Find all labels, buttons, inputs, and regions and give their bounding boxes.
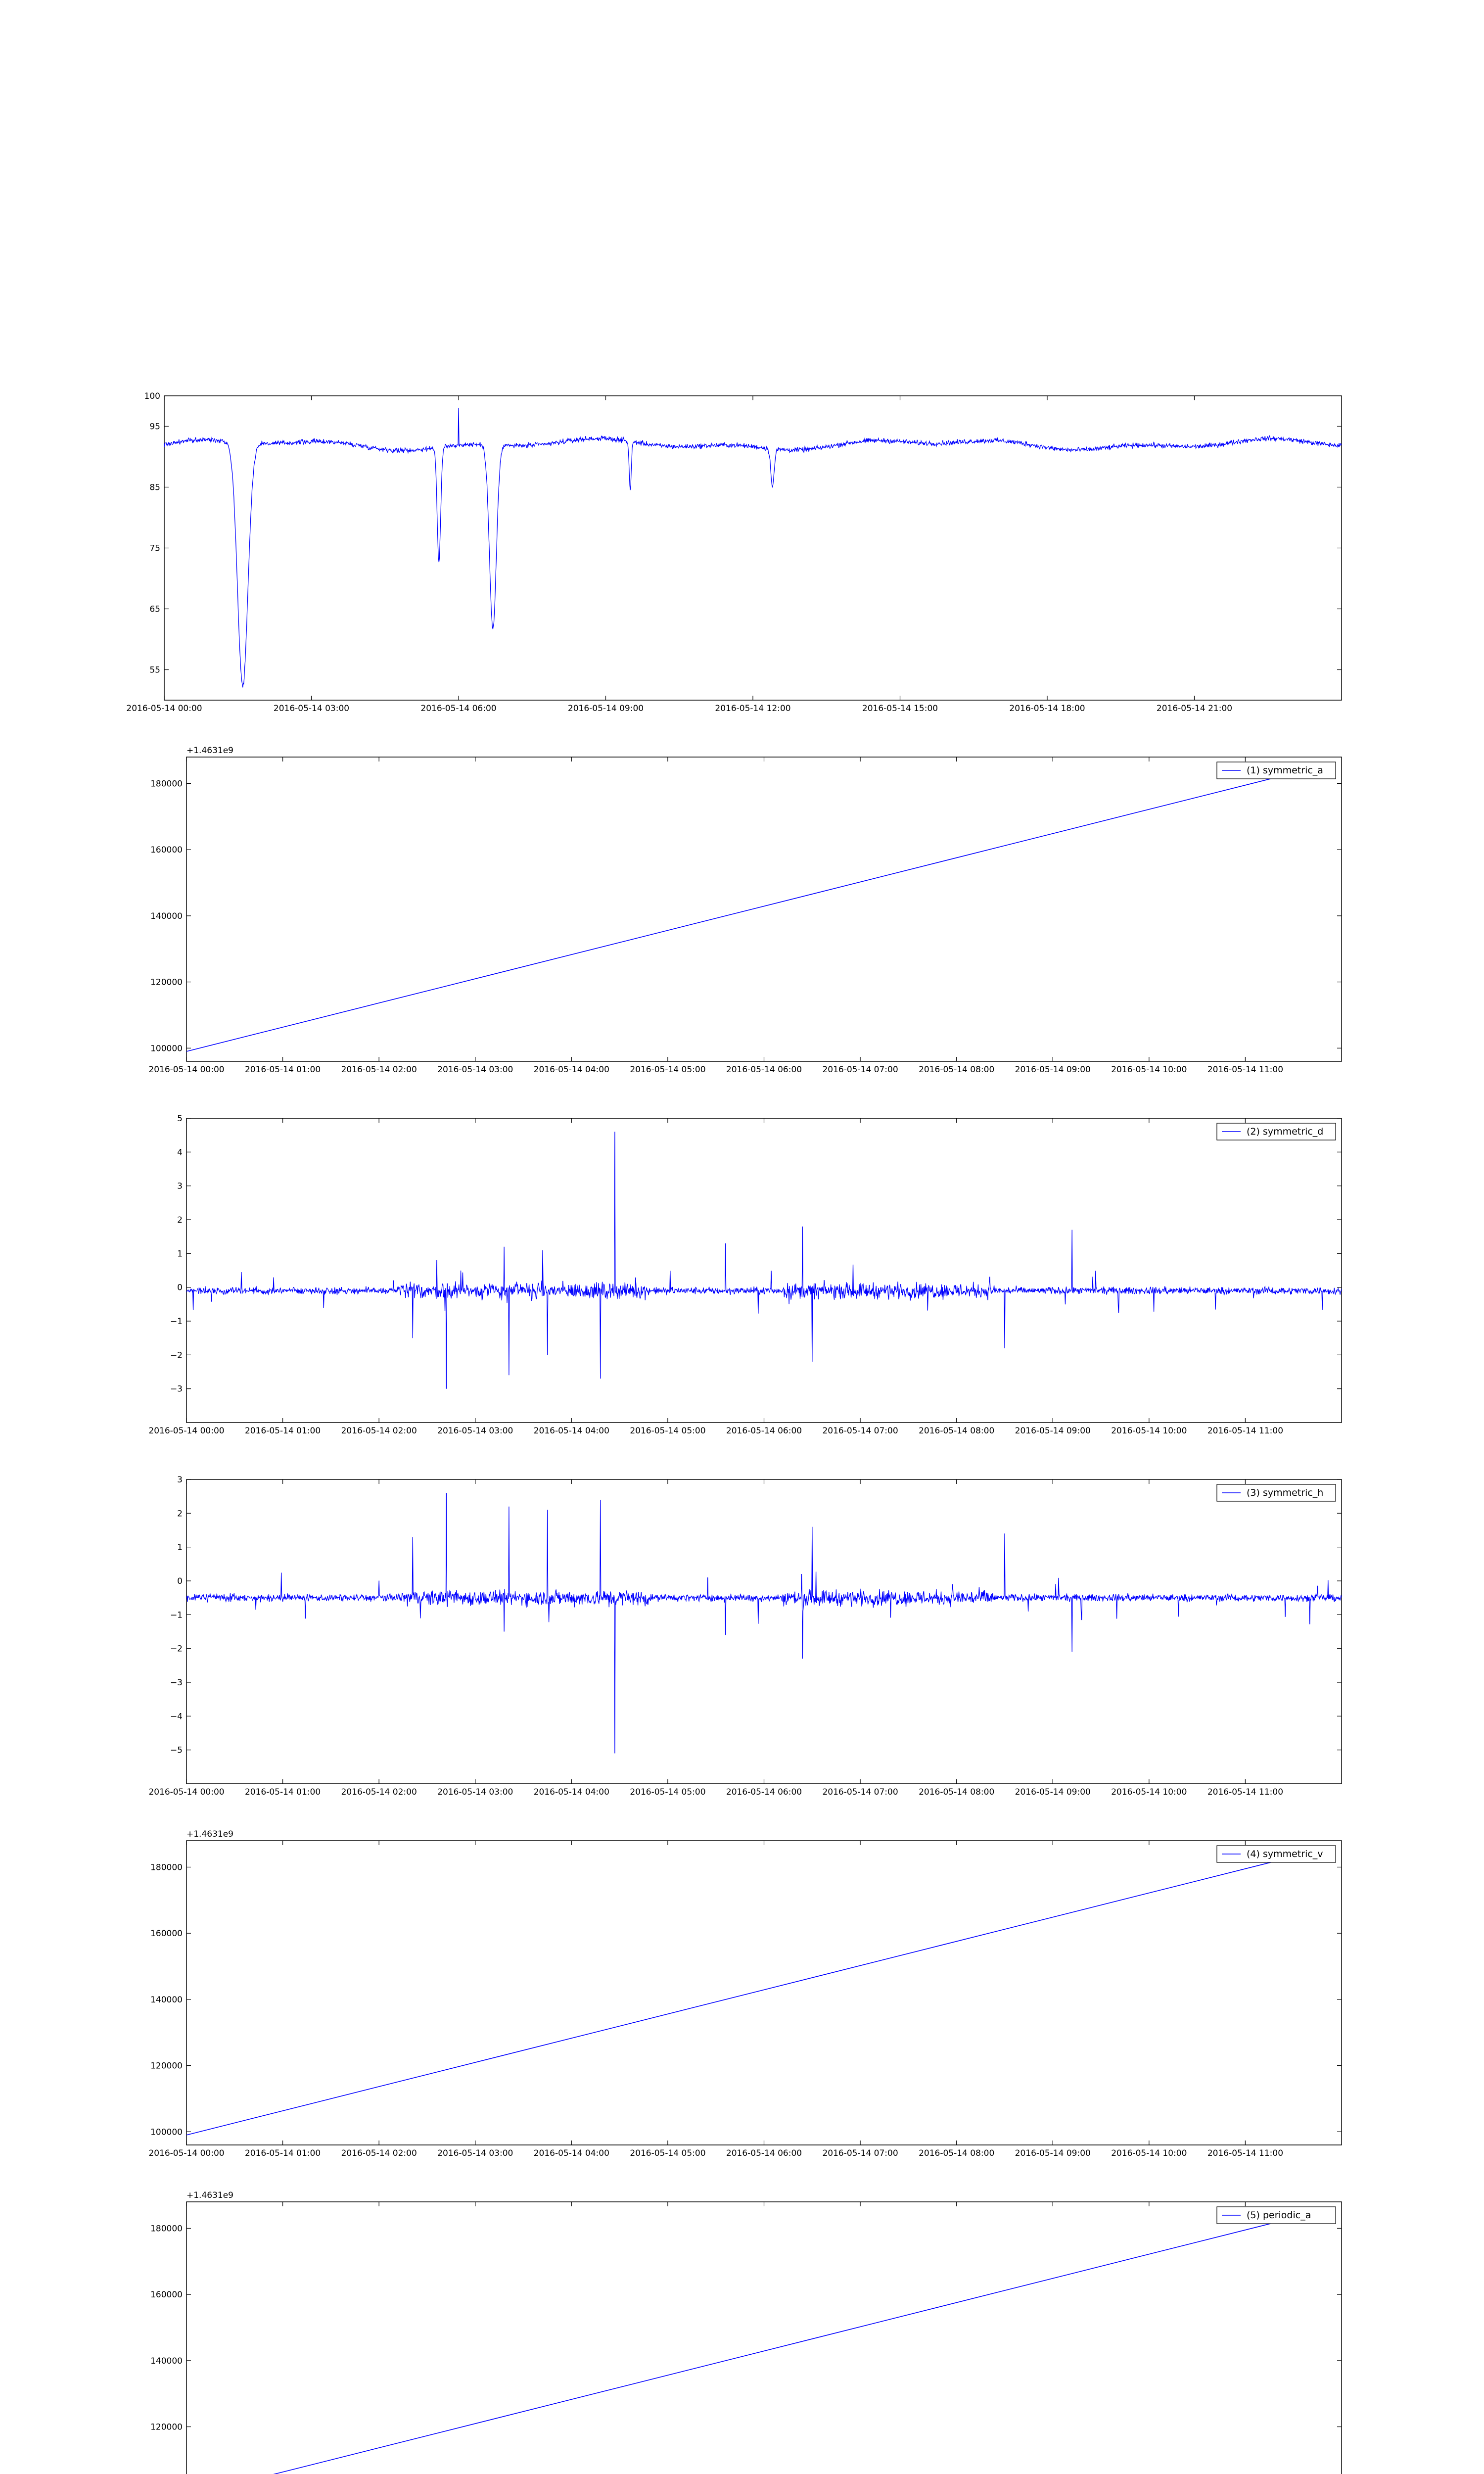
- chart-symmetric_h: [148, 1475, 1342, 1797]
- offset-text: +1.4631e9: [186, 746, 234, 756]
- x-tick-label: 2016-05-14 00:00: [126, 704, 202, 714]
- x-tick-label: 2016-05-14 06:00: [726, 1787, 802, 1797]
- axes-frame: [186, 757, 1342, 1061]
- x-tick-label: 2016-05-14 02:00: [341, 1426, 417, 1436]
- x-tick-label: 2016-05-14 02:00: [341, 1065, 417, 1075]
- x-tick-label: 2016-05-14 11:00: [1207, 1065, 1284, 1075]
- x-tick-label: 2016-05-14 04:00: [533, 1065, 609, 1075]
- y-tick-label: 1: [177, 1542, 183, 1553]
- series-line: [164, 408, 1342, 688]
- chart-raw: [126, 391, 1342, 714]
- y-tick-label: −3: [170, 1384, 183, 1394]
- y-tick-label: 55: [149, 665, 160, 675]
- x-tick-label: 2016-05-14 03:00: [437, 2148, 513, 2158]
- x-tick-label: 2016-05-14 11:00: [1207, 1426, 1284, 1436]
- x-tick-label: 2016-05-14 02:00: [341, 2148, 417, 2158]
- x-tick-label: 2016-05-14 08:00: [919, 1426, 995, 1436]
- y-tick-label: 160000: [150, 2290, 183, 2300]
- x-tick-label: 2016-05-14 10:00: [1111, 1065, 1187, 1075]
- y-tick-label: 0: [177, 1283, 183, 1293]
- y-tick-label: −2: [170, 1644, 183, 1654]
- y-tick-label: −1: [170, 1317, 183, 1327]
- x-tick-label: 2016-05-14 06:00: [726, 2148, 802, 2158]
- offset-text: +1.4631e9: [186, 1829, 234, 1839]
- y-tick-label: 100000: [150, 2127, 183, 2138]
- y-tick-label: 5: [177, 1114, 183, 1124]
- series-line: [186, 2212, 1317, 2474]
- x-tick-label: 2016-05-14 03:00: [437, 1065, 513, 1075]
- y-tick-label: 140000: [150, 2356, 183, 2366]
- x-tick-label: 2016-05-14 04:00: [533, 1426, 609, 1436]
- x-tick-label: 2016-05-14 01:00: [244, 2148, 321, 2158]
- x-tick-label: 2016-05-14 08:00: [919, 1065, 995, 1075]
- axes-frame: [164, 396, 1342, 700]
- y-tick-label: 95: [149, 422, 160, 432]
- y-tick-label: 120000: [150, 2061, 183, 2071]
- x-tick-label: 2016-05-14 10:00: [1111, 2148, 1187, 2158]
- y-tick-label: 75: [149, 543, 160, 554]
- legend-label: (4) symmetric_v: [1247, 1849, 1323, 1859]
- x-tick-label: 2016-05-14 06:00: [726, 1426, 802, 1436]
- x-tick-label: 2016-05-14 02:00: [341, 1787, 417, 1797]
- legend-label: (1) symmetric_a: [1247, 765, 1323, 776]
- x-tick-label: 2016-05-14 09:00: [1015, 1065, 1091, 1075]
- x-tick-label: 2016-05-14 03:00: [437, 1787, 513, 1797]
- x-tick-label: 2016-05-14 03:00: [273, 704, 350, 714]
- x-tick-label: 2016-05-14 10:00: [1111, 1787, 1187, 1797]
- x-tick-label: 2016-05-14 07:00: [822, 1426, 898, 1436]
- x-tick-label: 2016-05-14 15:00: [862, 704, 938, 714]
- x-tick-label: 2016-05-14 04:00: [533, 2148, 609, 2158]
- y-tick-label: 1: [177, 1249, 183, 1259]
- y-tick-label: −2: [170, 1350, 183, 1361]
- y-tick-label: 180000: [150, 2224, 183, 2234]
- x-tick-label: 2016-05-14 09:00: [1015, 1787, 1091, 1797]
- y-tick-label: −3: [170, 1678, 183, 1688]
- offset-text: +1.4631e9: [186, 2190, 234, 2200]
- y-tick-label: 3: [177, 1475, 183, 1485]
- x-tick-label: 2016-05-14 00:00: [148, 2148, 225, 2158]
- x-tick-label: 2016-05-14 00:00: [148, 1065, 225, 1075]
- axes-frame: [186, 1841, 1342, 2145]
- x-tick-label: 2016-05-14 00:00: [148, 1426, 225, 1436]
- y-tick-label: 120000: [150, 2422, 183, 2432]
- x-tick-label: 2016-05-14 01:00: [244, 1787, 321, 1797]
- legend-label: (5) periodic_a: [1247, 2210, 1311, 2221]
- y-tick-label: 2: [177, 1509, 183, 1519]
- x-tick-label: 2016-05-14 11:00: [1207, 1787, 1284, 1797]
- y-tick-label: 3: [177, 1181, 183, 1191]
- legend-label: (2) symmetric_d: [1247, 1126, 1324, 1137]
- x-tick-label: 2016-05-14 07:00: [822, 1065, 898, 1075]
- legend-label: (3) symmetric_h: [1247, 1487, 1324, 1498]
- y-tick-label: 0: [177, 1576, 183, 1586]
- chart-symmetric_v: [148, 1829, 1342, 2158]
- y-tick-label: 140000: [150, 911, 183, 921]
- series-line: [186, 1851, 1317, 2135]
- y-tick-label: −1: [170, 1610, 183, 1620]
- x-tick-label: 2016-05-14 12:00: [715, 704, 791, 714]
- y-tick-label: 140000: [150, 1995, 183, 2005]
- chart-periodic_a: [148, 2190, 1342, 2474]
- y-tick-label: 160000: [150, 845, 183, 856]
- x-tick-label: 2016-05-14 06:00: [726, 1065, 802, 1075]
- y-tick-label: 2: [177, 1215, 183, 1225]
- y-tick-label: −5: [170, 1745, 183, 1756]
- x-tick-label: 2016-05-14 04:00: [533, 1787, 609, 1797]
- y-tick-label: 160000: [150, 1929, 183, 1939]
- x-tick-label: 2016-05-14 05:00: [630, 2148, 706, 2158]
- x-tick-label: 2016-05-14 07:00: [822, 1787, 898, 1797]
- x-tick-label: 2016-05-14 21:00: [1156, 704, 1233, 714]
- y-tick-label: 85: [149, 482, 160, 493]
- series-line: [186, 1132, 1342, 1388]
- x-tick-label: 2016-05-14 01:00: [244, 1065, 321, 1075]
- x-tick-label: 2016-05-14 06:00: [420, 704, 497, 714]
- series-line: [186, 767, 1317, 1051]
- y-tick-label: 120000: [150, 977, 183, 988]
- x-tick-label: 2016-05-14 08:00: [919, 2148, 995, 2158]
- x-tick-label: 2016-05-14 05:00: [630, 1426, 706, 1436]
- y-tick-label: 100: [144, 391, 160, 401]
- x-tick-label: 2016-05-14 10:00: [1111, 1426, 1187, 1436]
- x-tick-label: 2016-05-14 08:00: [919, 1787, 995, 1797]
- y-tick-label: 180000: [150, 779, 183, 789]
- y-tick-label: 4: [177, 1147, 183, 1158]
- x-tick-label: 2016-05-14 05:00: [630, 1065, 706, 1075]
- x-tick-label: 2016-05-14 09:00: [1015, 2148, 1091, 2158]
- x-tick-label: 2016-05-14 09:00: [1015, 1426, 1091, 1436]
- axes-frame: [186, 2202, 1342, 2474]
- y-tick-label: 180000: [150, 1862, 183, 1873]
- x-tick-label: 2016-05-14 05:00: [630, 1787, 706, 1797]
- x-tick-label: 2016-05-14 07:00: [822, 2148, 898, 2158]
- y-tick-label: −4: [170, 1712, 183, 1722]
- axes-frame: [186, 1479, 1342, 1784]
- chart-symmetric_a: [148, 746, 1342, 1075]
- chart-symmetric_d: [148, 1114, 1342, 1436]
- x-tick-label: 2016-05-14 11:00: [1207, 2148, 1284, 2158]
- x-tick-label: 2016-05-14 03:00: [437, 1426, 513, 1436]
- x-tick-label: 2016-05-14 01:00: [244, 1426, 321, 1436]
- y-tick-label: 65: [149, 604, 160, 615]
- axes-frame: [186, 1118, 1342, 1423]
- x-tick-label: 2016-05-14 18:00: [1009, 704, 1085, 714]
- series-line: [186, 1493, 1342, 1753]
- x-tick-label: 2016-05-14 00:00: [148, 1787, 225, 1797]
- x-tick-label: 2016-05-14 09:00: [567, 704, 644, 714]
- y-tick-label: 100000: [150, 1044, 183, 1054]
